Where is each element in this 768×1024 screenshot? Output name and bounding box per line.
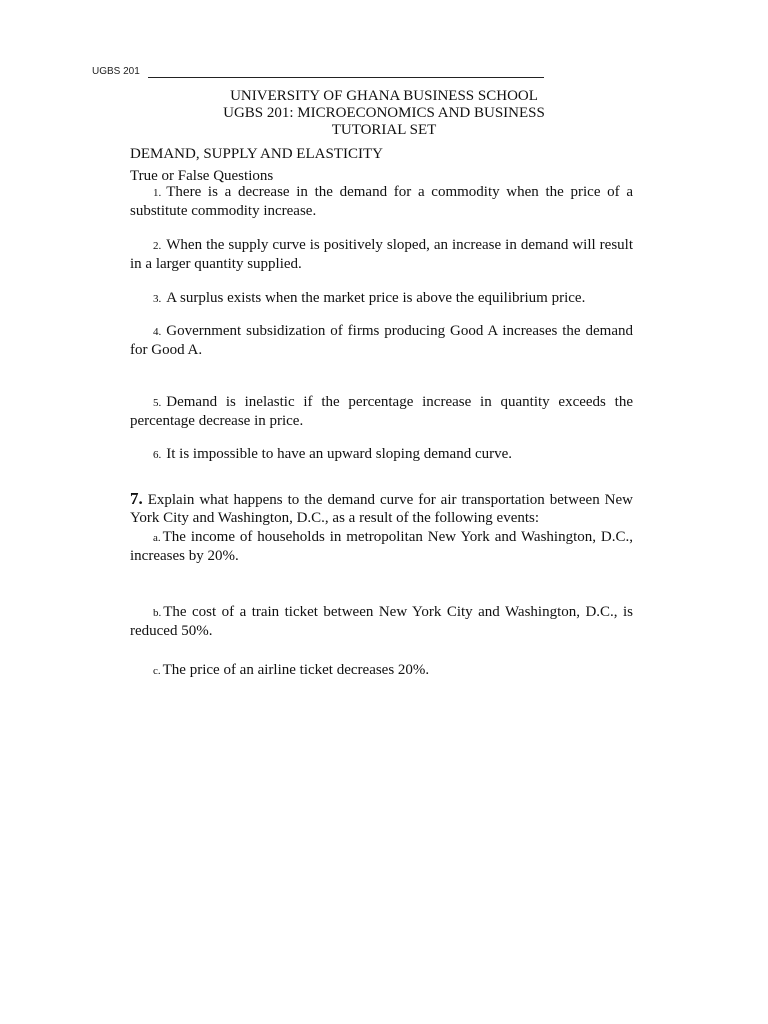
question-3: [130, 289, 633, 308]
question-7: [130, 490, 633, 527]
question-number: 5.: [153, 397, 162, 409]
part-text: The cost of a train ticket between New York City and Washington, D.C., is reduced 50%.: [130, 604, 633, 639]
question-text: Government subsidization of firms producing Good A increases the demand for Good A.: [130, 323, 633, 358]
question-7c: [130, 661, 633, 680]
question-7-number: 7.: [130, 489, 143, 508]
question-4: [130, 322, 633, 359]
question-7-text: Explain what happens to the demand curve for air transportation between New York City and Washington, D.C., as a result of the following events:: [130, 492, 634, 526]
title-block: [0, 88, 768, 139]
question-text: It is impossible to have an upward sloping demand curve.: [166, 446, 513, 462]
question-text: There is a decrease in the demand for a commodity when the price of a substitute commodity increase.: [130, 184, 633, 219]
title-course: UGBS 201: MICROECONOMICS AND BUSINESS: [223, 105, 545, 121]
question-number: 2.: [153, 240, 162, 252]
question-2: [130, 236, 633, 273]
question-text: A surplus exists when the market price is above the equilibrium price.: [166, 290, 586, 306]
title-university: UNIVERSITY OF GHANA BUSINESS SCHOOL: [230, 88, 538, 104]
question-6: [130, 445, 633, 464]
part-letter: c.: [153, 665, 161, 677]
question-7a: [130, 528, 633, 565]
question-number: 3.: [153, 293, 162, 305]
course-code-header: UGBS 201: [92, 66, 140, 77]
part-letter: a.: [153, 532, 161, 544]
question-text: When the supply curve is positively sloped, an increase in demand will result in a larger quantity supplied.: [130, 237, 633, 272]
header-rule: [148, 77, 544, 78]
question-number: 1.: [153, 187, 162, 199]
question-number: 4.: [153, 326, 162, 338]
question-1: [130, 183, 633, 220]
question-5: [130, 393, 633, 430]
title-tutorial: TUTORIAL SET: [331, 122, 437, 138]
part-text: The price of an airline ticket decreases 20%.: [162, 662, 430, 678]
question-number: 6.: [153, 449, 162, 461]
true-false-heading: True or False Questions: [130, 168, 274, 184]
section-heading: DEMAND, SUPPLY AND ELASTICITY: [130, 146, 383, 162]
part-letter: b.: [153, 607, 162, 619]
question-7b: [130, 603, 633, 640]
question-text: Demand is inelastic if the percentage increase in quantity exceeds the percentage decrease in price.: [130, 394, 633, 429]
part-text: The income of households in metropolitan New York and Washington, D.C., increases by 20%.: [130, 529, 633, 564]
